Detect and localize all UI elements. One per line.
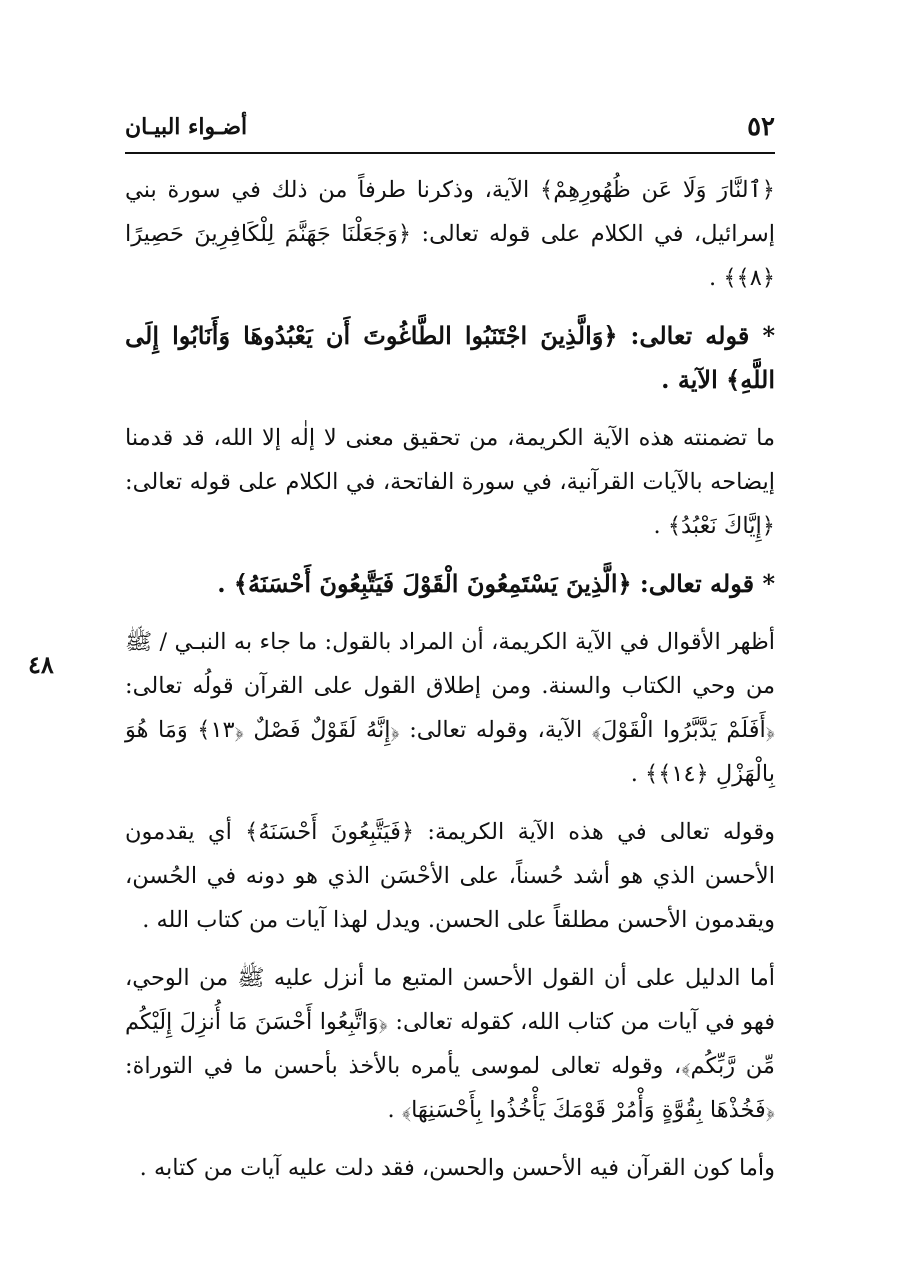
- page-body: [125, 168, 775, 1190]
- paragraph-2: ما تضمنته هذه الآية الكريمة، من تحقيق معنى لا إلٰه إلا الله، قد قدمنا إيضاحه بالآيات القرآنية، في سورة الفاتحة، في الكلام على قوله تعالى: ﴿إِيَّاكَ نَعْبُدُ﴾ .: [125, 425, 775, 539]
- paragraph-1: ﴿ٱلنَّارَ وَلَا عَن ظُهُورِهِمْ﴾ الآية، وذكرنا طرفاً من ذلك في سورة بني إسرائيل، في الكلام على قوله تعالى: ﴿وَجَعَلْنَا جَهَنَّمَ لِلْكَافِرِينَ حَصِيرًا ﴿٨﴾﴾ .: [125, 177, 775, 291]
- paragraph-3: أظهر الأقوال في الآية الكريمة، أن المراد بالقول: ما جاء به النبـي / ﷺ من وحي الكتاب والسنة. ومن إطلاق القول على القرآن قولُه تعالى: ﴿أَفَلَمْ يَدَّبَّرُوا الْقَوْلَ﴾ الآية، وقوله تعالى: ﴿إِنَّهُ لَقَوْلٌ فَصْلٌ ﴿١٣﴾ وَمَا هُوَ بِالْهَزْلِ ﴿١٤﴾﴾ .: [125, 629, 775, 787]
- paragraph-5: أما الدليل على أن القول الأحسن المتبع ما أنزل عليه ﷺ من الوحي، فهو في آيات من كتاب الله، كقوله تعالى: ﴿وَاتَّبِعُوا أَحْسَنَ مَا أُنزِلَ إِلَيْكُم مِّن رَّبِّكُم﴾، وقوله تعالى لموسى يأمره بالأخذ بأحسن ما في التوراة: ﴿فَخُذْهَا بِقُوَّةٍ وَأْمُرْ قَوْمَكَ يَأْخُذُوا بِأَحْسَنِهَا﴾ .: [125, 965, 775, 1123]
- page-number: ٥٢: [747, 112, 775, 142]
- paragraph-4: وقوله تعالى في هذه الآية الكريمة: ﴿فَيَتَّبِعُونَ أَحْسَنَهُ﴾ أي يقدمون الأحسن الذي هو أشد حُسناً، على الأحْسَن الذي هو دونه في الحُسن، ويقدمون الأحسن مطلقاً على الحسن. ويدل لهذا آيات من كتاب الله .: [125, 819, 775, 933]
- verse-heading-1: * قوله تعالى: ﴿وَالَّذِينَ اجْتَنَبُوا الطَّاغُوتَ أَن يَعْبُدُوهَا وَأَنَابُوا إِلَى اللَّهِ﴾ الآية .: [125, 321, 775, 394]
- header-divider: [125, 152, 775, 154]
- paragraph-6: وأما كون القرآن فيه الأحسن والحسن، فقد دلت عليه آيات من كتابه .: [139, 1155, 775, 1181]
- page-header: [125, 112, 775, 146]
- verse-heading-2: * قوله تعالى: ﴿الَّذِينَ يَسْتَمِعُونَ الْقَوْلَ فَيَتَّبِعُونَ أَحْسَنَهُ﴾ .: [217, 569, 775, 598]
- book-title: أضـواء البيـان: [125, 114, 248, 140]
- margin-page-reference: ٤٨: [28, 650, 54, 679]
